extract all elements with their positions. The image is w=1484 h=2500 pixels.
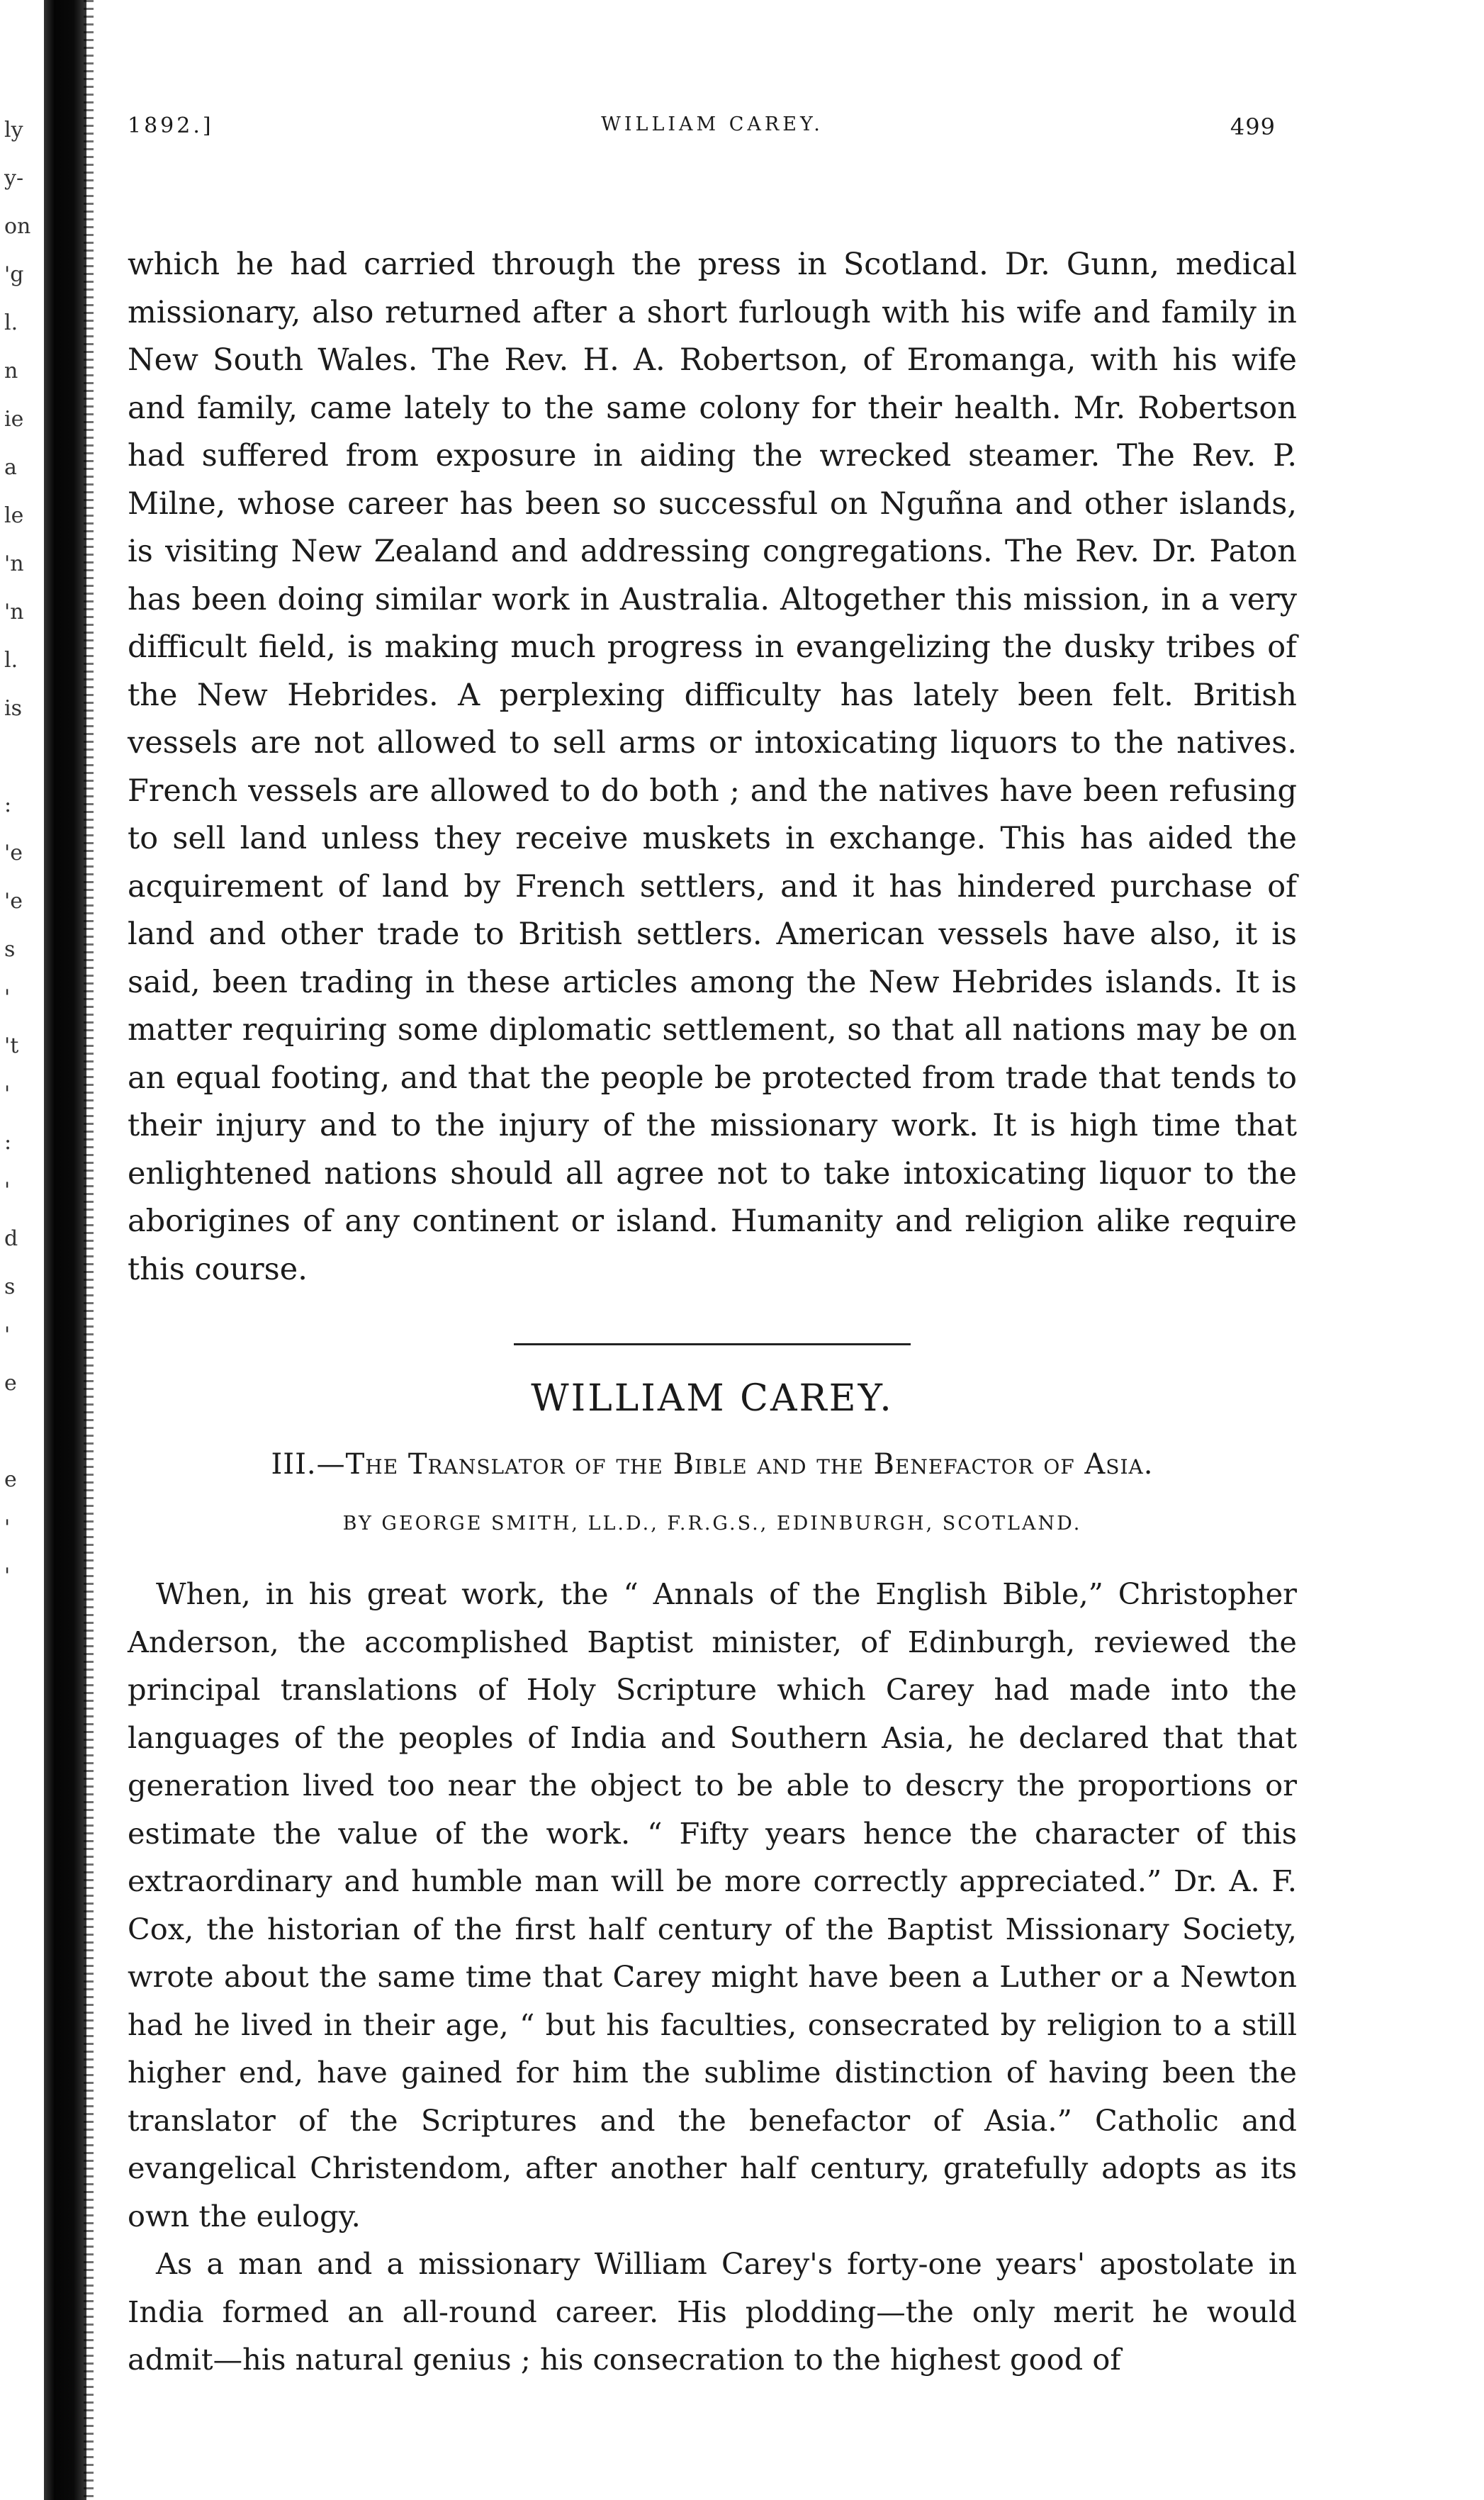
margin-fragment: ie bbox=[4, 407, 24, 432]
book-page bbox=[128, 113, 1297, 2384]
margin-fragment: s bbox=[4, 1274, 16, 1299]
article-byline: BY GEORGE SMITH, LL.D., F.R.G.S., EDINBURGH, SCOTLAND. bbox=[342, 1513, 1082, 1535]
margin-fragment: is bbox=[4, 696, 22, 721]
margin-fragment: 'g bbox=[4, 262, 24, 287]
margin-fragment: l. bbox=[4, 310, 18, 335]
running-head-title: WILLIAM CAREY. bbox=[601, 113, 823, 135]
section-divider-rule bbox=[514, 1343, 911, 1345]
article-subtitle: III.—The Translator of the Bible and the Benefactor of Asia. bbox=[271, 1448, 1154, 1481]
page-number: 499 bbox=[1230, 113, 1276, 140]
margin-fragment: 'n bbox=[4, 551, 24, 576]
running-head-year: 1892.] bbox=[128, 113, 214, 138]
margin-fragment: le bbox=[4, 503, 24, 528]
margin-fragment: ' bbox=[4, 1323, 11, 1347]
article-paragraph: When, in his great work, the “ Annals of the English Bible,” Christopher Anderson, the accomplished Baptist minister, of Edinburgh, reviewed the principal translations of Holy Scripture which Carey had made into the languages of the peoples of India and Southern Asia, he declared that that generation lived too near the object to be able to descry the proportions or estimate the value of the work. “ Fifty years hence the character of this extraordinary and humble man will be more correctly appreciated.” Dr. A. F. Cox, the historian of the first half century of the Baptist Missionary Society, wrote about the same time that Carey might have been a Luther or a Newton had he lived in their age, “ but his faculties, consecrated by religion to a still higher end, have gained for him the sublime distinction of having been the translator of the Scriptures and the benefactor of Asia.” Catholic and evangelical Christendom, after another half century, gratefully adopts as its own the eulogy. bbox=[128, 1576, 1297, 2233]
margin-fragment: 'e bbox=[4, 889, 23, 914]
binding-edge bbox=[84, 0, 94, 2500]
margin-fragment: on bbox=[4, 214, 31, 239]
margin-fragment: ' bbox=[4, 1082, 11, 1106]
margin-fragment: y- bbox=[4, 166, 24, 191]
margin-fragment: : bbox=[4, 792, 12, 817]
margin-fragment: ' bbox=[4, 1515, 11, 1540]
margin-fragment: n bbox=[4, 359, 18, 383]
margin-fragment: s bbox=[4, 937, 16, 962]
margin-fragment: ' bbox=[4, 1564, 11, 1588]
book-binding-shadow bbox=[44, 0, 86, 2500]
margin-fragment: l. bbox=[4, 648, 18, 673]
margin-fragment bbox=[0, 1408, 28, 1456]
margin-fragment bbox=[0, 733, 28, 781]
margin-fragment: 'e bbox=[4, 841, 23, 865]
margin-fragment: e bbox=[4, 1371, 17, 1396]
margin-fragment: 'n bbox=[4, 600, 24, 624]
margin-fragment: a bbox=[4, 455, 17, 480]
margin-fragment: d bbox=[4, 1226, 18, 1251]
article-title: WILLIAM CAREY. bbox=[531, 1377, 894, 1420]
facing-page-margin-fragments bbox=[0, 106, 31, 1601]
running-head bbox=[128, 113, 1297, 156]
margin-fragment: : bbox=[4, 1130, 12, 1155]
margin-fragment: ly bbox=[4, 118, 23, 142]
margin-fragment: e bbox=[4, 1467, 17, 1492]
margin-fragment: ' bbox=[4, 985, 11, 1010]
continued-paragraph: which he had carried through the press in Scotland. Dr. Gunn, medical missionary, also returned after a short furlough with his wife and family in New South Wales. The Rev. H. A. Robertson, of Eromanga, with his wife and family, came lately to the same colony for their health. Mr. Robertson had suffered from exposure in aiding the wrecked steamer. The Rev. P. Milne, whose career has been so successful on Nguñna and other islands, is visiting New Zealand and addressing congregations. The Rev. Dr. Paton has been doing similar work in Australia. Altogether this mission, in a very difficult field, is making much progress in evangelizing the dusky tribes of the New Hebrides. A perplexing difficulty has lately been felt. British vessels are not allowed to sell arms or intoxicating liquors to the natives. French vessels are allowed to do both ; and the natives have been refusing to sell land unless they receive muskets in exchange. This has aided the acquirement of land by French settlers, and it has hindered purchase of land and other trade to British settlers. American vessels have also, it is said, been trading in these articles among the New Hebrides islands. It is matter requiring some diplomatic settlement, so that all nations may be on an equal footing, and that the people be protected from trade that tends to their injury and to the injury of the missionary work. It is high time that enlightened nations should all agree not to take intoxicating liquor to the aborigines of any continent or island. Humanity and religion alike require this course. bbox=[128, 247, 1297, 1287]
article-paragraph: As a man and a missionary William Carey's forty-one years' apostolate in India formed an all-round career. His plodding—the only merit he would admit—his natural genius ; his consecration to the highest good of bbox=[128, 2246, 1297, 2377]
margin-fragment: 't bbox=[4, 1033, 19, 1058]
margin-fragment: ' bbox=[4, 1178, 11, 1203]
